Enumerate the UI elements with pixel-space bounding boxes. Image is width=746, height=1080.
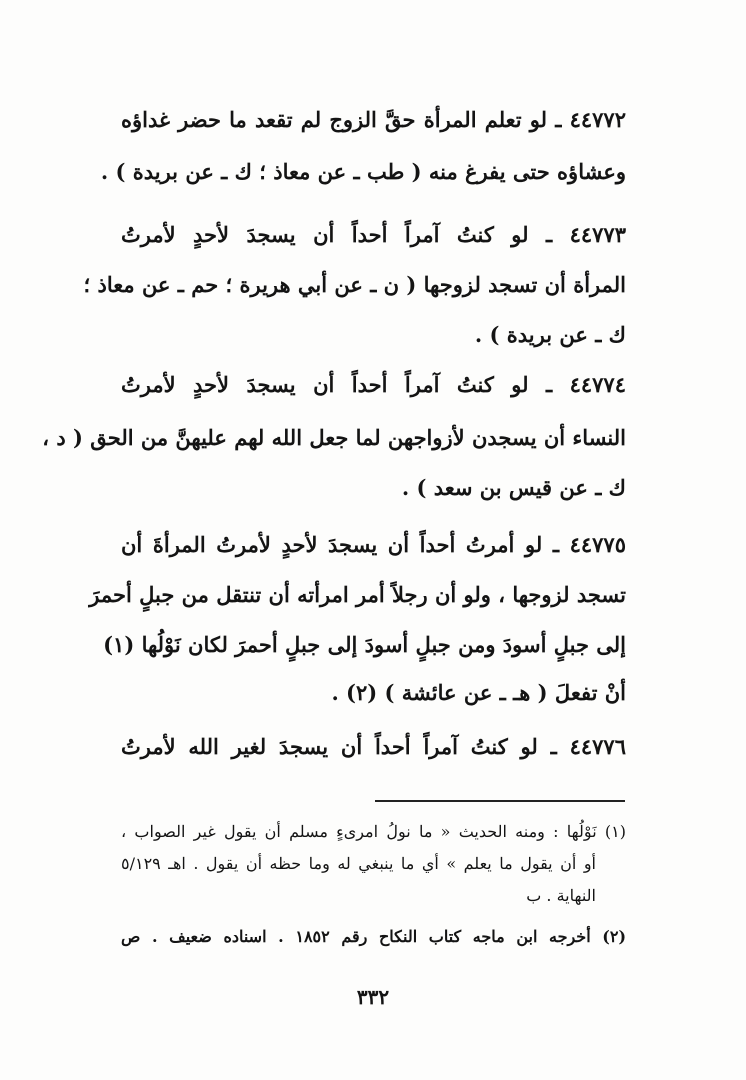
hadith-44772-line-1: ٤٤٧٧٢ ـ لو تعلم المرأة حقَّ الزوج لم تقعد ما حضر غداؤه <box>121 107 626 132</box>
hadith-44773-line-3: ك ـ عن بريدة ) . <box>474 322 626 347</box>
hadith-44774-line-1: ٤٤٧٧٤ ـ لو كنتُ آمراً أحداً أن يسجدَ لأحدٍ لأمرتُ <box>121 372 626 397</box>
footnote-1-line-1: (١) نَوْلُها : ومنه الحديث « ما نولُ امرىءٍ مسلم أن يقول غير الصواب ، <box>121 822 626 841</box>
hadith-44774-line-2: النساء أن يسجدن لأزواجهن لما جعل الله لهم عليهنَّ من الحق ( د ، <box>42 425 626 450</box>
footnote-1-line-3: النهاية . ب <box>526 886 596 905</box>
hadith-44775-line-1: ٤٤٧٧٥ ـ لو أمرتُ أحداً أن يسجدَ لأحدٍ لأمرتُ المرأةَ أن <box>121 532 626 557</box>
hadith-44775-line-2: تسجد لزوجها ، ولو أن رجلاً أمر امرأته أن تنتقل من جبلٍ أحمرَ <box>89 582 626 607</box>
hadith-44773-line-1: ٤٤٧٧٣ ـ لو كنتُ آمراً أحداً أن يسجدَ لأحدٍ لأمرتُ <box>121 222 626 247</box>
hadith-44774-line-3: ك ـ عن قيس بن سعد ) . <box>401 475 626 500</box>
footnote-1-line-2: أو أن يقول ما يعلم » أي ما ينبغي له وما حظه أن يقول . اهـ ٥/١٢٩ <box>121 854 596 873</box>
footnote-2: (٢) أخرجه ابن ماجه كتاب النكاح رقم ١٨٥٢ . اسناده ضعيف . ص <box>121 927 627 946</box>
hadith-44775-line-4: أنْ تفعلَ ( هـ ـ عن عائشة ) (٢) . <box>331 680 626 705</box>
page-number: ٣٣٢ <box>356 985 390 1009</box>
footnote-divider <box>375 800 625 802</box>
hadith-44772-line-2: وعشاؤه حتى يفرغ منه ( طب ـ عن معاذ ؛ ك ـ عن بريدة ) . <box>100 159 626 184</box>
hadith-44776-line-1: ٤٤٧٧٦ ـ لو كنتُ آمراً أحداً أن يسجدَ لغير الله لأمرتُ <box>121 734 626 759</box>
hadith-44773-line-2: المرأة أن تسجد لزوجها ( ن ـ عن أبي هريرة ؛ حم ـ عن معاذ ؛ <box>83 272 626 297</box>
hadith-44775-line-3: إلى جبلٍ أسودَ ومن جبلٍ أسودَ إلى جبلٍ أحمرَ لكان نَوْلُها (١) <box>103 632 626 657</box>
